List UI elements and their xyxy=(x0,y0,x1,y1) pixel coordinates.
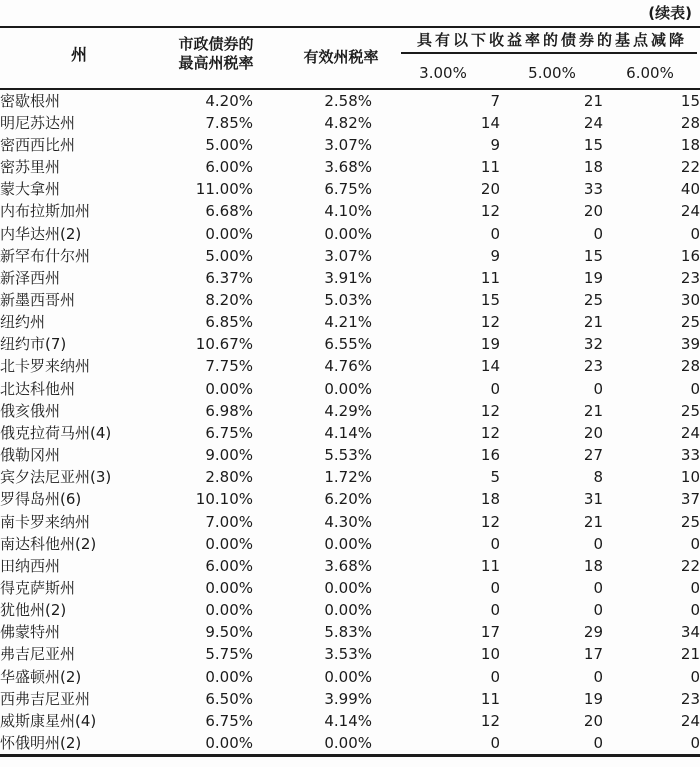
bp-reduction-600-cell: 0 xyxy=(690,579,700,598)
state-name-cell: 北卡罗来纳州 xyxy=(0,357,91,376)
bp-reduction-500-cell: 21 xyxy=(583,401,603,420)
max-rate-cell: 6.75% xyxy=(205,423,253,442)
max-rate-cell: 6.00% xyxy=(205,158,253,177)
bp-reduction-500-cell: 29 xyxy=(583,623,603,642)
table-row xyxy=(0,600,700,622)
max-rate-cell: 5.00% xyxy=(205,246,253,265)
effective-rate-cell: 4.30% xyxy=(324,512,372,531)
effective-rate-cell: 6.20% xyxy=(324,490,372,509)
bp-reduction-300-cell: 12 xyxy=(480,313,500,332)
bp-reduction-500-cell: 32 xyxy=(583,335,603,354)
max-rate-cell: 6.75% xyxy=(205,711,253,730)
effective-rate-cell: 4.14% xyxy=(324,423,372,442)
bp-reduction-600-cell: 30 xyxy=(680,290,700,309)
state-tax-table xyxy=(0,90,700,755)
effective-rate-cell: 3.68% xyxy=(324,158,372,177)
effective-rate-cell: 4.82% xyxy=(324,113,372,132)
effective-rate-cell: 0.00% xyxy=(324,534,372,553)
state-name-cell: 华盛顿州(2) xyxy=(0,667,82,686)
effective-rate-cell: 3.68% xyxy=(324,556,372,575)
table-body xyxy=(0,90,700,755)
bp-reduction-600-cell: 22 xyxy=(680,158,700,177)
table-row xyxy=(0,267,700,289)
state-name-cell: 新墨西哥州 xyxy=(0,290,76,309)
bp-reduction-300-cell: 0 xyxy=(490,224,500,243)
bp-reduction-300-cell: 11 xyxy=(480,158,500,177)
state-name-cell: 南达科他州(2) xyxy=(0,534,97,553)
bp-reduction-500-cell: 27 xyxy=(583,446,603,465)
effective-rate-cell: 4.14% xyxy=(324,711,372,730)
effective-rate-cell: 0.00% xyxy=(324,667,372,686)
table-row xyxy=(0,201,700,223)
state-name-cell: 佛蒙特州 xyxy=(0,623,61,642)
bp-reduction-600-cell: 0 xyxy=(690,667,700,686)
bp-reduction-300-cell: 14 xyxy=(480,357,500,376)
bp-reduction-300-cell: 11 xyxy=(480,689,500,708)
effective-rate-cell: 4.21% xyxy=(324,313,372,332)
table-row xyxy=(0,644,700,666)
effective-rate-cell: 0.00% xyxy=(324,601,372,620)
bp-reduction-300-cell: 18 xyxy=(480,490,500,509)
effective-rate-cell: 5.83% xyxy=(324,623,372,642)
table-row xyxy=(0,422,700,444)
state-name-cell: 新罕布什尔州 xyxy=(0,246,91,265)
bp-reduction-500-cell: 20 xyxy=(583,423,603,442)
group-header-underline xyxy=(401,52,697,54)
state-name-cell: 田纳西州 xyxy=(0,556,61,575)
state-name-cell: 蒙大拿州 xyxy=(0,180,61,199)
bp-reduction-500-cell: 15 xyxy=(583,246,603,265)
bp-reduction-300-cell: 12 xyxy=(480,423,500,442)
state-name-cell: 怀俄明州(2) xyxy=(0,734,82,753)
max-rate-cell: 6.85% xyxy=(205,313,253,332)
table-row xyxy=(0,533,700,555)
continuation-note: (续表) xyxy=(648,4,692,22)
bp-reduction-300-cell: 9 xyxy=(490,135,500,154)
bp-reduction-500-cell: 21 xyxy=(583,91,603,110)
bp-reduction-600-cell: 0 xyxy=(690,224,700,243)
max-rate-cell: 7.75% xyxy=(205,357,253,376)
effective-rate-cell: 4.10% xyxy=(324,202,372,221)
table-row xyxy=(0,90,700,112)
max-rate-cell: 5.75% xyxy=(205,645,253,664)
bp-reduction-600-cell: 39 xyxy=(680,335,700,354)
state-name-cell: 南卡罗来纳州 xyxy=(0,512,91,531)
bp-reduction-300-cell: 11 xyxy=(480,268,500,287)
max-rate-cell: 7.85% xyxy=(205,113,253,132)
table-row xyxy=(0,511,700,533)
bp-reduction-300-cell: 14 xyxy=(480,113,500,132)
bp-reduction-500-cell: 21 xyxy=(583,512,603,531)
table-row xyxy=(0,112,700,134)
bp-reduction-600-cell: 28 xyxy=(680,113,700,132)
bp-reduction-500-cell: 0 xyxy=(593,379,603,398)
bp-reduction-600-cell: 18 xyxy=(680,135,700,154)
bp-reduction-600-cell: 0 xyxy=(690,734,700,753)
max-rate-cell: 0.00% xyxy=(205,379,253,398)
yield-column-header-500: 5.00% xyxy=(528,64,576,82)
state-name-cell: 犹他州(2) xyxy=(0,601,67,620)
effective-rate-cell: 3.07% xyxy=(324,246,372,265)
bp-reduction-600-cell: 22 xyxy=(680,556,700,575)
effective-rate-cell: 1.72% xyxy=(324,468,372,487)
state-name-cell: 西弗吉尼亚州 xyxy=(0,689,91,708)
effective-rate-cell: 2.58% xyxy=(324,91,372,110)
max-rate-cell: 4.20% xyxy=(205,91,253,110)
bp-reduction-300-cell: 0 xyxy=(490,734,500,753)
bp-reduction-500-cell: 18 xyxy=(583,556,603,575)
max-rate-header-line2: 最高州税率 xyxy=(178,54,254,72)
state-name-cell: 威斯康星州(4) xyxy=(0,711,97,730)
table-row xyxy=(0,223,700,245)
bp-reduction-300-cell: 19 xyxy=(480,335,500,354)
max-rate-cell: 0.00% xyxy=(205,534,253,553)
state-name-cell: 内布拉斯加州 xyxy=(0,202,91,221)
max-rate-cell: 6.50% xyxy=(205,689,253,708)
state-name-cell: 新泽西州 xyxy=(0,268,61,287)
max-rate-cell: 10.67% xyxy=(195,335,253,354)
effective-rate-cell: 3.99% xyxy=(324,689,372,708)
bp-reduction-300-cell: 12 xyxy=(480,512,500,531)
effective-rate-cell: 3.07% xyxy=(324,135,372,154)
bp-reduction-500-cell: 21 xyxy=(583,313,603,332)
bp-reduction-600-cell: 33 xyxy=(680,446,700,465)
bp-reduction-600-cell: 24 xyxy=(680,711,700,730)
table-row xyxy=(0,179,700,201)
table-row xyxy=(0,356,700,378)
bp-reduction-300-cell: 16 xyxy=(480,446,500,465)
state-name-cell: 俄克拉荷马州(4) xyxy=(0,423,112,442)
state-name-cell: 纽约市(7) xyxy=(0,335,67,354)
state-name-cell: 宾夕法尼亚州(3) xyxy=(0,468,112,487)
max-rate-cell: 6.68% xyxy=(205,202,253,221)
bp-reduction-500-cell: 31 xyxy=(583,490,603,509)
table-row xyxy=(0,312,700,334)
bp-reduction-500-cell: 0 xyxy=(593,734,603,753)
bp-reduction-300-cell: 10 xyxy=(480,645,500,664)
bp-reduction-600-cell: 15 xyxy=(680,91,700,110)
effective-rate-cell: 0.00% xyxy=(324,579,372,598)
state-name-cell: 内华达州(2) xyxy=(0,224,82,243)
max-rate-cell: 5.00% xyxy=(205,135,253,154)
effective-rate-cell: 4.29% xyxy=(324,401,372,420)
max-rate-cell: 6.37% xyxy=(205,268,253,287)
table-row xyxy=(0,555,700,577)
max-rate-cell: 9.00% xyxy=(205,446,253,465)
bp-reduction-600-cell: 25 xyxy=(680,313,700,332)
max-rate-cell: 2.80% xyxy=(205,468,253,487)
bp-reduction-300-cell: 12 xyxy=(480,401,500,420)
state-name-cell: 密苏里州 xyxy=(0,158,61,177)
table-row xyxy=(0,378,700,400)
effective-rate-cell: 3.91% xyxy=(324,268,372,287)
bp-reduction-600-cell: 28 xyxy=(680,357,700,376)
max-rate-cell: 10.10% xyxy=(195,490,253,509)
yield-column-header-600: 6.00% xyxy=(626,64,674,82)
table-row xyxy=(0,733,700,755)
bp-reduction-500-cell: 0 xyxy=(593,601,603,620)
bp-reduction-500-cell: 20 xyxy=(583,711,603,730)
state-name-cell: 得克萨斯州 xyxy=(0,579,76,598)
table-row xyxy=(0,467,700,489)
state-name-cell: 纽约州 xyxy=(0,313,46,332)
max-rate-cell: 0.00% xyxy=(205,224,253,243)
bp-reduction-300-cell: 7 xyxy=(490,91,500,110)
bp-reduction-300-cell: 5 xyxy=(490,468,500,487)
table-top-rule xyxy=(0,26,700,28)
max-rate-cell: 0.00% xyxy=(205,601,253,620)
bp-reduction-300-cell: 11 xyxy=(480,556,500,575)
bp-reduction-300-cell: 15 xyxy=(480,290,500,309)
bp-reduction-300-cell: 0 xyxy=(490,601,500,620)
bp-reduction-300-cell: 17 xyxy=(480,623,500,642)
bp-reduction-600-cell: 23 xyxy=(680,689,700,708)
table-row xyxy=(0,134,700,156)
bp-reduction-500-cell: 19 xyxy=(583,689,603,708)
table-row xyxy=(0,445,700,467)
max-rate-cell: 0.00% xyxy=(205,667,253,686)
table-row xyxy=(0,289,700,311)
table-row xyxy=(0,245,700,267)
state-name-cell: 密歇根州 xyxy=(0,91,61,110)
max-rate-cell: 7.00% xyxy=(205,512,253,531)
bp-reduction-300-cell: 12 xyxy=(480,202,500,221)
bp-reduction-300-cell: 9 xyxy=(490,246,500,265)
max-rate-header-line1: 市政债券的 xyxy=(178,35,254,53)
column-header-max-rate xyxy=(158,35,274,73)
effective-rate-cell: 0.00% xyxy=(324,224,372,243)
bp-reduction-600-cell: 24 xyxy=(680,202,700,221)
state-name-cell: 密西西比州 xyxy=(0,135,76,154)
table-row xyxy=(0,489,700,511)
effective-rate-cell: 0.00% xyxy=(324,734,372,753)
table-row xyxy=(0,666,700,688)
bp-reduction-300-cell: 0 xyxy=(490,579,500,598)
table-bottom-rule xyxy=(0,754,700,757)
bp-reduction-600-cell: 0 xyxy=(690,379,700,398)
bp-reduction-500-cell: 0 xyxy=(593,579,603,598)
table-row xyxy=(0,622,700,644)
table-row xyxy=(0,688,700,710)
bp-reduction-500-cell: 0 xyxy=(593,667,603,686)
effective-rate-cell: 6.55% xyxy=(324,335,372,354)
column-header-effective-rate: 有效州税率 xyxy=(303,48,379,66)
bp-reduction-500-cell: 33 xyxy=(583,180,603,199)
bp-reduction-300-cell: 0 xyxy=(490,379,500,398)
effective-rate-cell: 0.00% xyxy=(324,379,372,398)
bp-reduction-500-cell: 25 xyxy=(583,290,603,309)
bp-reduction-300-cell: 0 xyxy=(490,667,500,686)
bp-reduction-600-cell: 10 xyxy=(680,468,700,487)
bp-reduction-500-cell: 8 xyxy=(593,468,603,487)
bp-reduction-600-cell: 37 xyxy=(680,490,700,509)
bp-reduction-500-cell: 0 xyxy=(593,224,603,243)
state-name-cell: 明尼苏达州 xyxy=(0,113,76,132)
bp-reduction-500-cell: 24 xyxy=(583,113,603,132)
group-header-basis-point-reduction: 具有以下收益率的债券的基点减降 xyxy=(416,31,687,49)
bp-reduction-300-cell: 0 xyxy=(490,534,500,553)
bp-reduction-500-cell: 19 xyxy=(583,268,603,287)
bp-reduction-600-cell: 21 xyxy=(680,645,700,664)
state-name-cell: 北达科他州 xyxy=(0,379,76,398)
bp-reduction-500-cell: 20 xyxy=(583,202,603,221)
bp-reduction-600-cell: 16 xyxy=(680,246,700,265)
table-row xyxy=(0,577,700,599)
yield-column-header-300: 3.00% xyxy=(419,64,467,82)
max-rate-cell: 6.98% xyxy=(205,401,253,420)
effective-rate-cell: 5.53% xyxy=(324,446,372,465)
bp-reduction-500-cell: 23 xyxy=(583,357,603,376)
max-rate-cell: 9.50% xyxy=(205,623,253,642)
max-rate-cell: 0.00% xyxy=(205,579,253,598)
effective-rate-cell: 5.03% xyxy=(324,290,372,309)
bp-reduction-600-cell: 34 xyxy=(680,623,700,642)
effective-rate-cell: 6.75% xyxy=(324,180,372,199)
column-header-state: 州 xyxy=(70,45,87,64)
state-name-cell: 俄勒冈州 xyxy=(0,446,61,465)
effective-rate-cell: 3.53% xyxy=(324,645,372,664)
effective-rate-cell: 4.76% xyxy=(324,357,372,376)
table-row xyxy=(0,334,700,356)
table-row xyxy=(0,156,700,178)
table-row xyxy=(0,400,700,422)
state-name-cell: 俄亥俄州 xyxy=(0,401,61,420)
bp-reduction-300-cell: 12 xyxy=(480,711,500,730)
bp-reduction-500-cell: 0 xyxy=(593,534,603,553)
bp-reduction-500-cell: 18 xyxy=(583,158,603,177)
max-rate-cell: 11.00% xyxy=(195,180,253,199)
max-rate-cell: 0.00% xyxy=(205,734,253,753)
bp-reduction-500-cell: 17 xyxy=(583,645,603,664)
bp-reduction-600-cell: 40 xyxy=(680,180,700,199)
table-row xyxy=(0,710,700,732)
max-rate-cell: 6.00% xyxy=(205,556,253,575)
state-name-cell: 罗得岛州(6) xyxy=(0,490,82,509)
state-name-cell: 弗吉尼亚州 xyxy=(0,645,76,664)
bp-reduction-600-cell: 25 xyxy=(680,401,700,420)
bp-reduction-600-cell: 0 xyxy=(690,534,700,553)
bp-reduction-600-cell: 25 xyxy=(680,512,700,531)
bp-reduction-600-cell: 23 xyxy=(680,268,700,287)
bp-reduction-600-cell: 24 xyxy=(680,423,700,442)
bp-reduction-600-cell: 0 xyxy=(690,601,700,620)
bp-reduction-500-cell: 15 xyxy=(583,135,603,154)
bp-reduction-300-cell: 20 xyxy=(480,180,500,199)
max-rate-cell: 8.20% xyxy=(205,290,253,309)
